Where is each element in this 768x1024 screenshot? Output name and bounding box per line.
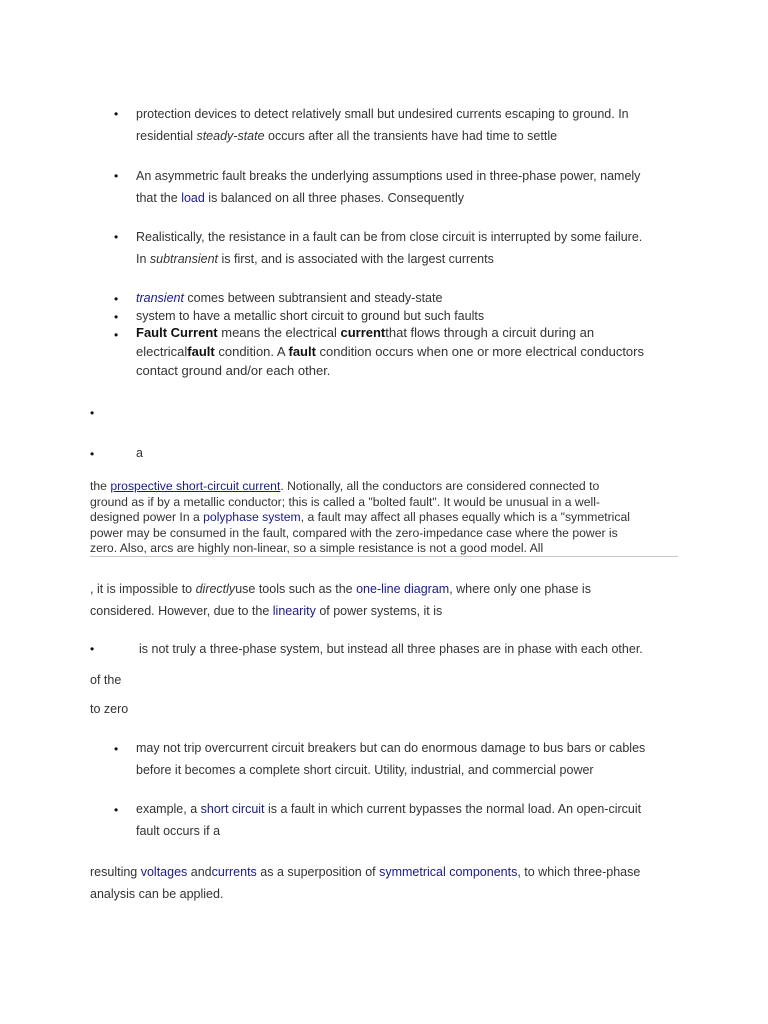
short-circuit-link[interactable]: short circuit <box>200 802 265 816</box>
text-line: to zero <box>90 702 129 716</box>
bullet-dot: • <box>90 406 95 420</box>
text-line: of the <box>90 673 122 687</box>
one-line-diagram-link[interactable]: one-line diagram <box>356 582 450 596</box>
text-block: , it is impossible to directlyuse tools such as the one-line diagram, where only one phase is considered. However, due to the linearity of power systems, it is <box>90 582 591 618</box>
load-link[interactable]: load <box>181 191 205 205</box>
list-item: may not trip overcurrent circuit breakers but can do enormous damage to bus bars or cables before it becomes a complete short circuit. Utility, industrial, and commercial power <box>136 741 646 777</box>
list-item: Fault Current means the electrical currentthat flows through a circuit during an electricalfault condition. A fault condition occurs when one or more electrical conductors contact ground and/or each other. <box>136 325 644 378</box>
list-item: An asymmetric fault breaks the underlying assumptions used in three-phase power, namely that the load is balanced on all three phases. Consequently <box>136 169 641 205</box>
transient-link[interactable]: transient <box>136 291 184 305</box>
bullet-dot: • <box>114 328 119 342</box>
list-item: example, a short circuit is a fault in which current bypasses the normal load. An open-circuit fault occurs if a <box>136 802 642 838</box>
bullet-dot: • <box>114 230 119 244</box>
linearity-link[interactable]: linearity <box>272 604 316 618</box>
bullet-dot: • <box>114 169 119 183</box>
divider <box>90 556 678 557</box>
bullet-dot: • <box>114 742 119 756</box>
lone-text: a <box>136 446 143 460</box>
body-paragraph: the prospective short-circuit current. Notionally, all the conductors are considered connected to ground as if by a metallic conductor; this is called a "bolted fault". It would be unusual in a well- designed power In a polyphase system, a fault may affect all phases equally which is a "symmetrical power may be consumed in the fault, compared with the zero-impedance case where the power is zero. Also, arcs are highly non-linear, so a simple resistance is not a good model. All <box>90 479 630 555</box>
list-item: system to have a metallic short circuit to ground but such faults <box>136 309 485 323</box>
bullet-dot: • <box>90 447 95 461</box>
bullet-dot: • <box>90 642 95 656</box>
voltages-link[interactable]: voltages <box>140 865 188 879</box>
currents-link[interactable]: currents <box>211 865 257 879</box>
list-item: Realistically, the resistance in a fault can be from close circuit is interrupted by some failure. In subtransient is first, and is associated with the largest currents <box>136 230 643 266</box>
list-item: is not truly a three-phase system, but instead all three phases are in phase with each other. <box>139 642 643 656</box>
prospective-short-circuit-link[interactable]: prospective short-circuit current <box>110 479 281 493</box>
bullet-dot: • <box>114 803 119 817</box>
bullet-dot: • <box>114 107 119 121</box>
bullet-dot: • <box>114 292 119 306</box>
bullet-dot: • <box>114 310 119 324</box>
list-item: transient comes between subtransient and steady-state <box>136 291 443 305</box>
polyphase-system-link[interactable]: polyphase system <box>203 510 301 524</box>
symmetrical-components-link[interactable]: symmetrical components <box>379 865 518 879</box>
list-item: protection devices to detect relatively small but undesired currents escaping to ground. In residential steady-state occurs after all the transients have had time to settle <box>136 107 629 143</box>
text-block: resulting voltages andcurrents as a superposition of symmetrical components, to which three-phase analysis can be applied. <box>90 865 641 901</box>
